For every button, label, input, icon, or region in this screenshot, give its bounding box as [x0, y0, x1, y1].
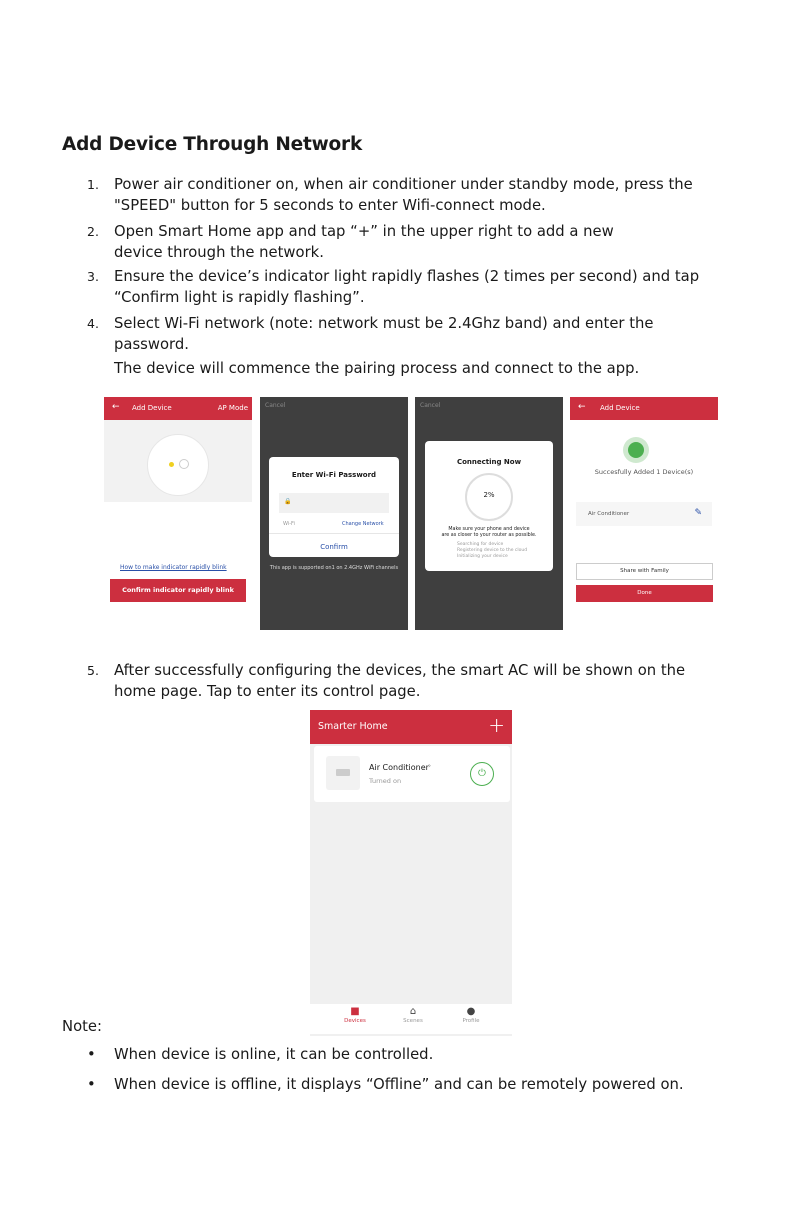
- success-halo: [623, 437, 649, 463]
- progress-ring: [465, 473, 513, 521]
- screenshot-wifi-password: [260, 397, 408, 630]
- wifi-label: Wi-Fi: [283, 521, 295, 527]
- home-header: [310, 710, 512, 744]
- blink-help-link[interactable]: How to make indicator rapidly blink: [120, 564, 227, 571]
- back-arrow-icon[interactable]: ←: [578, 402, 586, 412]
- tab-label: Profile: [462, 1018, 480, 1024]
- back-arrow-icon[interactable]: ←: [112, 402, 120, 412]
- step-number: 1.: [87, 177, 99, 192]
- bullet-text: When device is offline, it displays “Offline” and can be remotely powered on.: [114, 1076, 684, 1093]
- cancel-link[interactable]: Cancel: [265, 402, 286, 409]
- step-4: [87, 313, 747, 355]
- step-1: [87, 174, 747, 216]
- screenshot-connecting: [415, 397, 563, 630]
- step-line: Select Wi-Fi network (note: network must be 2.4Ghz band) and enter the: [114, 315, 654, 332]
- header-title: Add Device: [600, 404, 640, 412]
- device-success-icon: [628, 442, 644, 458]
- device-row: [576, 502, 712, 526]
- wifi-dialog: [269, 457, 399, 557]
- note-bullet: [87, 1046, 433, 1063]
- note-bullet: [87, 1076, 684, 1093]
- cancel-link[interactable]: Cancel: [420, 402, 441, 409]
- screenshot-success: [570, 397, 718, 609]
- confirm-button[interactable]: Confirm: [320, 543, 348, 551]
- home-icon: ⌂: [409, 1006, 417, 1017]
- profile-icon: ●: [466, 1006, 476, 1017]
- pairing-note: The device will commence the pairing process and connect to the app.: [114, 360, 640, 377]
- hint-line: are as closer to your router as possible.: [441, 533, 537, 538]
- device-card[interactable]: [314, 746, 510, 802]
- step-line: password.: [114, 336, 189, 353]
- chevron-right-icon: ›: [428, 761, 432, 770]
- status-item: Searching for device: [457, 542, 504, 547]
- device-name: Air Conditioner: [369, 763, 429, 772]
- app-header: [104, 397, 252, 420]
- done-button[interactable]: Done: [576, 585, 713, 602]
- add-plus-icon[interactable]: +: [488, 713, 505, 737]
- confirm-blink-button[interactable]: Confirm indicator rapidly blink: [110, 579, 246, 602]
- bullet-dot: •: [87, 1076, 96, 1093]
- step-line: home page. Tap to enter its control page.: [114, 683, 421, 700]
- step-5: [87, 660, 747, 702]
- app-header: [570, 397, 718, 420]
- step-line: Ensure the device’s indicator light rapidly flashes (2 times per second) and tap: [114, 268, 700, 285]
- step-number: 3.: [87, 269, 99, 284]
- step-number: 4.: [87, 316, 99, 331]
- step-line: Power air conditioner on, when air conditioner under standby mode, press the: [114, 176, 693, 193]
- tab-label: Devices: [344, 1018, 366, 1024]
- success-text: Succesfully Added 1 Device(s): [594, 468, 694, 476]
- tab-scenes[interactable]: [398, 1006, 428, 1024]
- progress-percent: 2%: [483, 491, 495, 499]
- step-2: [87, 221, 747, 263]
- step-line: After successfully configuring the devices, the smart AC will be shown on the: [114, 662, 686, 679]
- share-family-button[interactable]: Share with Family: [576, 563, 713, 580]
- step-number: 5.: [87, 663, 99, 678]
- page-title: Add Device Through Network: [62, 134, 363, 155]
- grid-icon: ■: [350, 1006, 360, 1017]
- tab-label: Scenes: [403, 1018, 423, 1024]
- change-network-link[interactable]: Change Network: [342, 521, 384, 527]
- ac-unit-icon: [336, 769, 350, 776]
- divider: [269, 533, 399, 534]
- note-label: Note:: [62, 1018, 103, 1035]
- indicator-light-icon: [169, 462, 174, 467]
- step-3: [87, 266, 747, 308]
- device-status: Turned on: [369, 777, 402, 785]
- device-name: Air Conditioner: [588, 511, 630, 517]
- device-illustration: [147, 434, 209, 496]
- power-toggle-button[interactable]: ⏻: [470, 762, 494, 786]
- power-icon: [179, 459, 189, 469]
- dialog-title: Enter Wi-Fi Password: [291, 471, 377, 479]
- dialog-title: Connecting Now: [456, 458, 522, 466]
- home-title: Smarter Home: [318, 721, 388, 732]
- step-line: "SPEED" button for 5 seconds to enter Wifi-connect mode.: [114, 197, 546, 214]
- lock-icon: 🔒: [284, 498, 292, 505]
- step-line: device through the network.: [114, 244, 324, 261]
- connecting-dialog: [425, 441, 553, 571]
- password-input[interactable]: [279, 493, 389, 513]
- edit-pencil-icon[interactable]: ✎: [694, 508, 702, 518]
- step-line: “Confirm light is rapidly flashing”.: [114, 289, 365, 306]
- status-item: Initializing your device: [457, 554, 508, 559]
- bullet-dot: •: [87, 1046, 96, 1063]
- ap-mode-link[interactable]: AP Mode: [217, 404, 248, 412]
- tab-devices[interactable]: [340, 1006, 370, 1024]
- status-item: Registering device to the cloud: [457, 548, 528, 553]
- tab-bar: [310, 1004, 512, 1034]
- wifi-footer-note: This app is supported on1 on 2.4GHz WiFi channels: [269, 565, 399, 571]
- screenshot-add-device-ap: [104, 397, 252, 609]
- header-title: Add Device: [132, 404, 172, 412]
- step-number: 2.: [87, 224, 99, 239]
- screenshot-home: [310, 710, 512, 1036]
- step-line: Open Smart Home app and tap “+” in the upper right to add a new: [114, 223, 614, 240]
- tab-profile[interactable]: [456, 1006, 486, 1024]
- device-thumb: [326, 756, 360, 790]
- device-image-area: [104, 420, 252, 502]
- bullet-text: When device is online, it can be controlled.: [114, 1046, 434, 1063]
- hint-line: Make sure your phone and device: [448, 527, 530, 532]
